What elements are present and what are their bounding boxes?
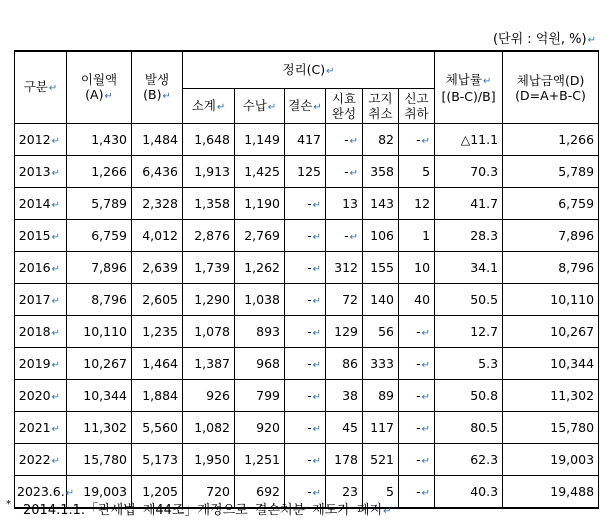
cell-a: 1,266 xyxy=(67,156,132,188)
cell-amount: 8,796 xyxy=(503,252,599,284)
cell-year: 2017↵ xyxy=(15,284,67,316)
cell-rate: 80.5 xyxy=(435,412,503,444)
cell-write-off: -↵ xyxy=(285,220,326,252)
cell-rate: 70.3 xyxy=(435,156,503,188)
cell-a: 11,302 xyxy=(67,412,132,444)
cell-amount: 1,266 xyxy=(503,124,599,156)
cell-year: 2012↵ xyxy=(15,124,67,156)
cell-prescription: 23 xyxy=(326,476,363,509)
cell-paid: 1,038 xyxy=(235,284,285,316)
cell-b: 5,560 xyxy=(132,412,183,444)
table-row xyxy=(15,156,599,188)
cell-write-off: -↵ xyxy=(285,284,326,316)
cell-cancel-notice: 5 xyxy=(363,476,399,509)
cell-write-off: -↵ xyxy=(285,380,326,412)
header-carryover: 이월액(A)↵ xyxy=(67,51,132,124)
cell-subtotal: 1,648 xyxy=(183,124,235,156)
cell-paid: 692 xyxy=(235,476,285,509)
header-occurrence: 발생(B)↵ xyxy=(132,51,183,124)
cell-amount: 5,789 xyxy=(503,156,599,188)
cell-a: 10,267 xyxy=(67,348,132,380)
cell-write-off: -↵ xyxy=(285,476,326,509)
cell-amount: 10,344 xyxy=(503,348,599,380)
cell-amount: 10,267 xyxy=(503,316,599,348)
cell-year: 2014↵ xyxy=(15,188,67,220)
cell-subtotal: 1,082 xyxy=(183,412,235,444)
cell-cancel-report: 5 xyxy=(399,156,435,188)
cell-amount: 19,488 xyxy=(503,476,599,509)
cell-subtotal: 1,290 xyxy=(183,284,235,316)
cell-rate: 62.3 xyxy=(435,444,503,476)
cell-year: 2016↵ xyxy=(15,252,67,284)
cell-paid: 1,251 xyxy=(235,444,285,476)
cell-year: 2018↵ xyxy=(15,316,67,348)
cell-subtotal: 720 xyxy=(183,476,235,509)
cell-a: 19,003 xyxy=(67,476,132,509)
cell-year: 2022↵ xyxy=(15,444,67,476)
cell-b: 2,328 xyxy=(132,188,183,220)
cell-cancel-notice: 106 xyxy=(363,220,399,252)
cell-paid: 893 xyxy=(235,316,285,348)
cell-write-off: -↵ xyxy=(285,188,326,220)
header-paid: 수납↵ xyxy=(235,89,285,124)
cell-b: 1,484 xyxy=(132,124,183,156)
cell-paid: 799 xyxy=(235,380,285,412)
cell-cancel-report: 10 xyxy=(399,252,435,284)
cell-amount: 7,896 xyxy=(503,220,599,252)
header-delinquency-rate: 체납률↵ [(B-C)/B] xyxy=(435,51,503,124)
cell-b: 1,205 xyxy=(132,476,183,509)
cell-write-off: -↵ xyxy=(285,252,326,284)
cell-cancel-report: 12 xyxy=(399,188,435,220)
cell-subtotal: 1,913 xyxy=(183,156,235,188)
header-prescription: 시효완성 xyxy=(326,89,363,124)
header-cancel-notice: 고지취소 xyxy=(363,89,399,124)
cell-prescription: 45 xyxy=(326,412,363,444)
table-row xyxy=(15,316,599,348)
cell-cancel-report: -↵ xyxy=(399,444,435,476)
cell-subtotal: 1,950 xyxy=(183,444,235,476)
cell-cancel-notice: 140 xyxy=(363,284,399,316)
cell-amount: 11,302 xyxy=(503,380,599,412)
cell-subtotal: 2,876 xyxy=(183,220,235,252)
table-row xyxy=(15,348,599,380)
table-row xyxy=(15,444,599,476)
cell-b: 1,884 xyxy=(132,380,183,412)
cell-write-off: -↵ xyxy=(285,412,326,444)
cell-cancel-report: -↵ xyxy=(399,348,435,380)
cell-cancel-notice: 358 xyxy=(363,156,399,188)
cell-rate: 41.7 xyxy=(435,188,503,220)
cell-a: 6,759 xyxy=(67,220,132,252)
cell-a: 1,430 xyxy=(67,124,132,156)
cell-rate: 34.1 xyxy=(435,252,503,284)
cell-b: 1,235 xyxy=(132,316,183,348)
cell-year: 2021↵ xyxy=(15,412,67,444)
cell-cancel-notice: 56 xyxy=(363,316,399,348)
cell-cancel-notice: 117 xyxy=(363,412,399,444)
cell-paid: 920 xyxy=(235,412,285,444)
cell-cancel-notice: 82 xyxy=(363,124,399,156)
cell-b: 5,173 xyxy=(132,444,183,476)
footnote: * 2014.1.1.「관세법 제44조」개정으로 결손처분 제도가 폐지↵ xyxy=(6,499,392,518)
cell-prescription: -↵ xyxy=(326,220,363,252)
cell-paid: 1,262 xyxy=(235,252,285,284)
table-row xyxy=(15,412,599,444)
header-delinquent-amount: 체납금액(D) (D=A+B-C) xyxy=(503,51,599,124)
cell-year: 2019↵ xyxy=(15,348,67,380)
cell-rate: 40.3 xyxy=(435,476,503,509)
cell-b: 2,639 xyxy=(132,252,183,284)
cell-prescription: 312 xyxy=(326,252,363,284)
cell-prescription: 13 xyxy=(326,188,363,220)
cell-cancel-report: -↵ xyxy=(399,412,435,444)
cell-amount: 6,759 xyxy=(503,188,599,220)
cell-rate: △11.1 xyxy=(435,124,503,156)
cell-cancel-report: -↵ xyxy=(399,124,435,156)
cell-write-off: 417 xyxy=(285,124,326,156)
cell-cancel-notice: 89 xyxy=(363,380,399,412)
cell-cancel-report: -↵ xyxy=(399,476,435,509)
cell-a: 10,110 xyxy=(67,316,132,348)
cell-write-off: -↵ xyxy=(285,348,326,380)
cell-subtotal: 1,358 xyxy=(183,188,235,220)
cell-rate: 5.3 xyxy=(435,348,503,380)
cell-cancel-report: 1 xyxy=(399,220,435,252)
cell-subtotal: 1,078 xyxy=(183,316,235,348)
cell-prescription: 178 xyxy=(326,444,363,476)
header-category: 구분↵ xyxy=(15,51,67,124)
cell-b: 4,012 xyxy=(132,220,183,252)
cell-b: 2,605 xyxy=(132,284,183,316)
table-row xyxy=(15,188,599,220)
header-subtotal: 소계↵ xyxy=(183,89,235,124)
cell-year: 2023.6.↵ xyxy=(15,476,67,509)
cell-a: 8,796 xyxy=(67,284,132,316)
header-settlement: 정리(C)↵ xyxy=(183,51,435,89)
unit-label: (단위 : 억원, %)↵ xyxy=(492,32,596,47)
cell-a: 7,896 xyxy=(67,252,132,284)
cell-cancel-report: -↵ xyxy=(399,316,435,348)
cell-cancel-notice: 143 xyxy=(363,188,399,220)
cell-rate: 50.5 xyxy=(435,284,503,316)
cell-write-off: -↵ xyxy=(285,444,326,476)
cell-prescription: 129 xyxy=(326,316,363,348)
table-row xyxy=(15,220,599,252)
cell-rate: 12.7 xyxy=(435,316,503,348)
cell-year: 2015↵ xyxy=(15,220,67,252)
cell-rate: 28.3 xyxy=(435,220,503,252)
cell-subtotal: 1,387 xyxy=(183,348,235,380)
cell-rate: 50.8 xyxy=(435,380,503,412)
table-body xyxy=(15,124,599,509)
cell-a: 10,344 xyxy=(67,380,132,412)
cell-a: 5,789 xyxy=(67,188,132,220)
cell-year: 2020↵ xyxy=(15,380,67,412)
cell-write-off: 125 xyxy=(285,156,326,188)
cell-paid: 2,769 xyxy=(235,220,285,252)
cell-paid: 1,425 xyxy=(235,156,285,188)
cell-cancel-notice: 333 xyxy=(363,348,399,380)
cell-subtotal: 1,739 xyxy=(183,252,235,284)
cell-paid: 1,190 xyxy=(235,188,285,220)
cell-paid: 1,149 xyxy=(235,124,285,156)
table-row xyxy=(15,252,599,284)
table-row xyxy=(15,124,599,156)
header-write-off: 결손↵ xyxy=(285,89,326,124)
table-row xyxy=(15,284,599,316)
cell-subtotal: 926 xyxy=(183,380,235,412)
cell-cancel-report: 40 xyxy=(399,284,435,316)
cell-prescription: 72 xyxy=(326,284,363,316)
cell-paid: 968 xyxy=(235,348,285,380)
cell-a: 15,780 xyxy=(67,444,132,476)
delinquency-table xyxy=(14,50,599,509)
cell-cancel-notice: 521 xyxy=(363,444,399,476)
cell-year: 2013↵ xyxy=(15,156,67,188)
cell-prescription: 86 xyxy=(326,348,363,380)
cell-b: 1,464 xyxy=(132,348,183,380)
cell-b: 6,436 xyxy=(132,156,183,188)
cell-prescription: -↵ xyxy=(326,124,363,156)
cell-prescription: 38 xyxy=(326,380,363,412)
cell-cancel-notice: 155 xyxy=(363,252,399,284)
cell-cancel-report: -↵ xyxy=(399,380,435,412)
cell-amount: 15,780 xyxy=(503,412,599,444)
table-row xyxy=(15,380,599,412)
cell-amount: 10,110 xyxy=(503,284,599,316)
cell-write-off: -↵ xyxy=(285,316,326,348)
cell-amount: 19,003 xyxy=(503,444,599,476)
header-cancel-report: 신고취하 xyxy=(399,89,435,124)
cell-prescription: -↵ xyxy=(326,156,363,188)
